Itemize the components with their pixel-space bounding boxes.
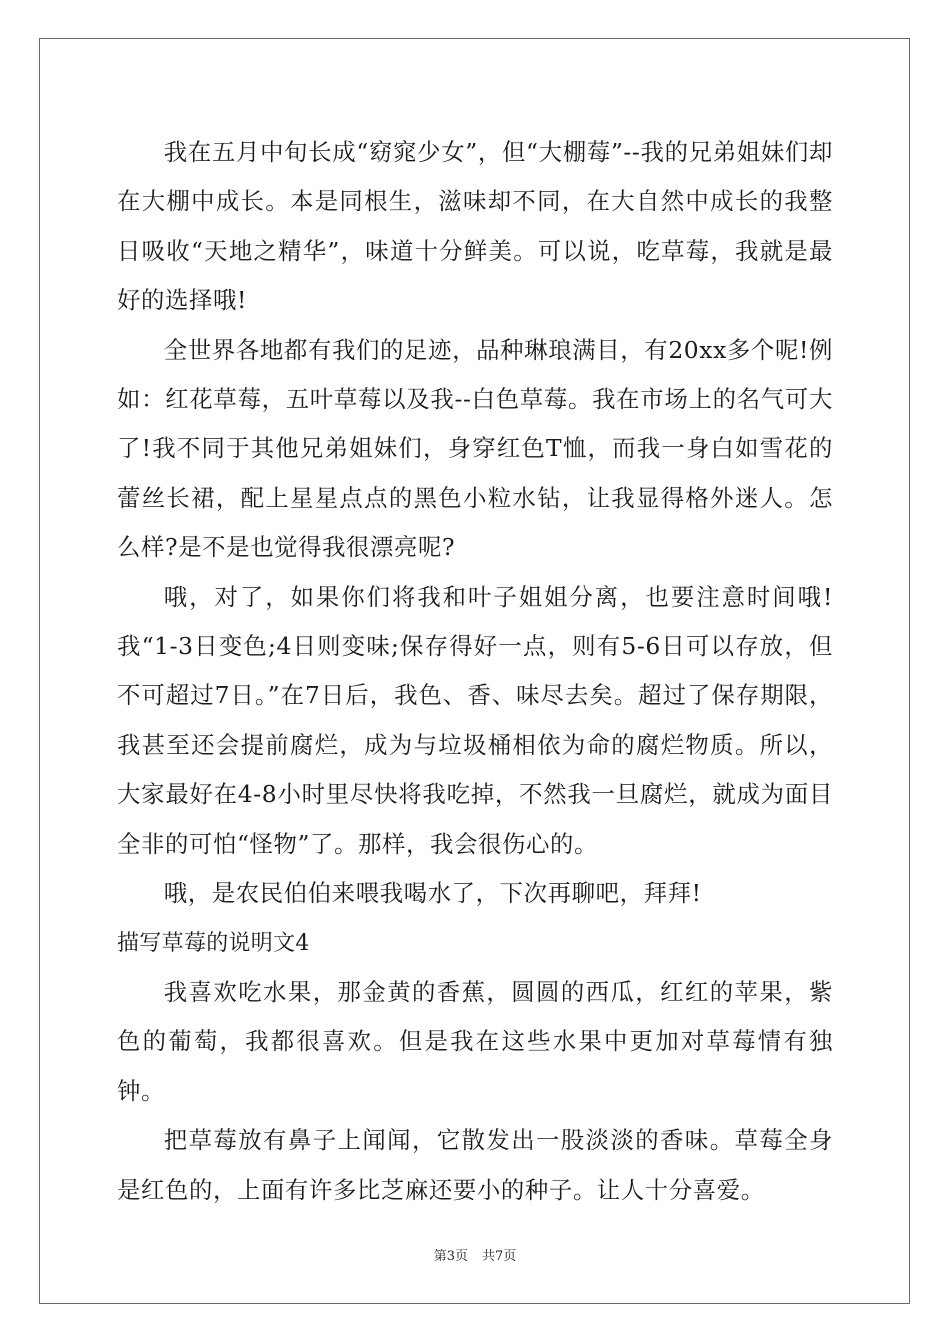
paragraph-2: 全世界各地都有我们的足迹，品种琳琅满目，有20xx多个呢!例如：红花草莓，五叶草莓以及我--白色草莓。我在市场上的名气可大了!我不同于其他兄弟姐妹们，身穿红色T恤，而我一身白如雪花的蕾丝长裙，配上星星点点的黑色小粒水钻，让我显得格外迷人。怎么样?是不是也觉得我很漂亮呢? [117,335,833,562]
paragraph-6: 把草莓放有鼻子上闻闻，它散发出一股淡淡的香味。草莓全身是红色的，上面有许多比芝麻还要小的种子。让人十分喜爱。 [117,1126,833,1204]
section-heading: 描写草莓的说明文4 [117,930,310,956]
page-total: 共7页 [482,1249,517,1264]
page-footer [0,1245,950,1264]
paragraph-3: 哦，对了，如果你们将我和叶子姐姐分离，也要注意时间哦!我“1-3日变色;4日则变味;保存得好一点，则有5-6日可以存放，但不可超过7日。”在7日后，我色、香、味尽去矣。超过了保存期限，我甚至还会提前腐烂，成为与垃圾桶相依为命的腐烂物质。所以，大家最好在4-8小时里尽快将我吃掉，不然我一旦腐烂，就成为面目全非的可怕“怪物”了。那样，我会很伤心的。 [117,582,833,858]
paragraph-1: 我在五月中旬长成“窈窕少女”，但“大棚莓”--我的兄弟姐妹们却在大棚中成长。本是同根生，滋味却不同，在大自然中成长的我整日吸收“天地之精华”，味道十分鲜美。可以说，吃草莓，我就是最好的选择哦! [117,138,833,315]
document-body [117,128,833,1215]
paragraph-4: 哦，是农民伯伯来喂我喝水了，下次再聊吧，拜拜! [163,879,702,908]
paragraph-5: 我喜欢吃水果，那金黄的香蕉，圆圆的西瓜，红红的苹果，紫色的葡萄，我都很喜欢。但是我在这些水果中更加对草莓情有独钟。 [117,977,833,1105]
page-number: 第3页 [433,1249,468,1264]
